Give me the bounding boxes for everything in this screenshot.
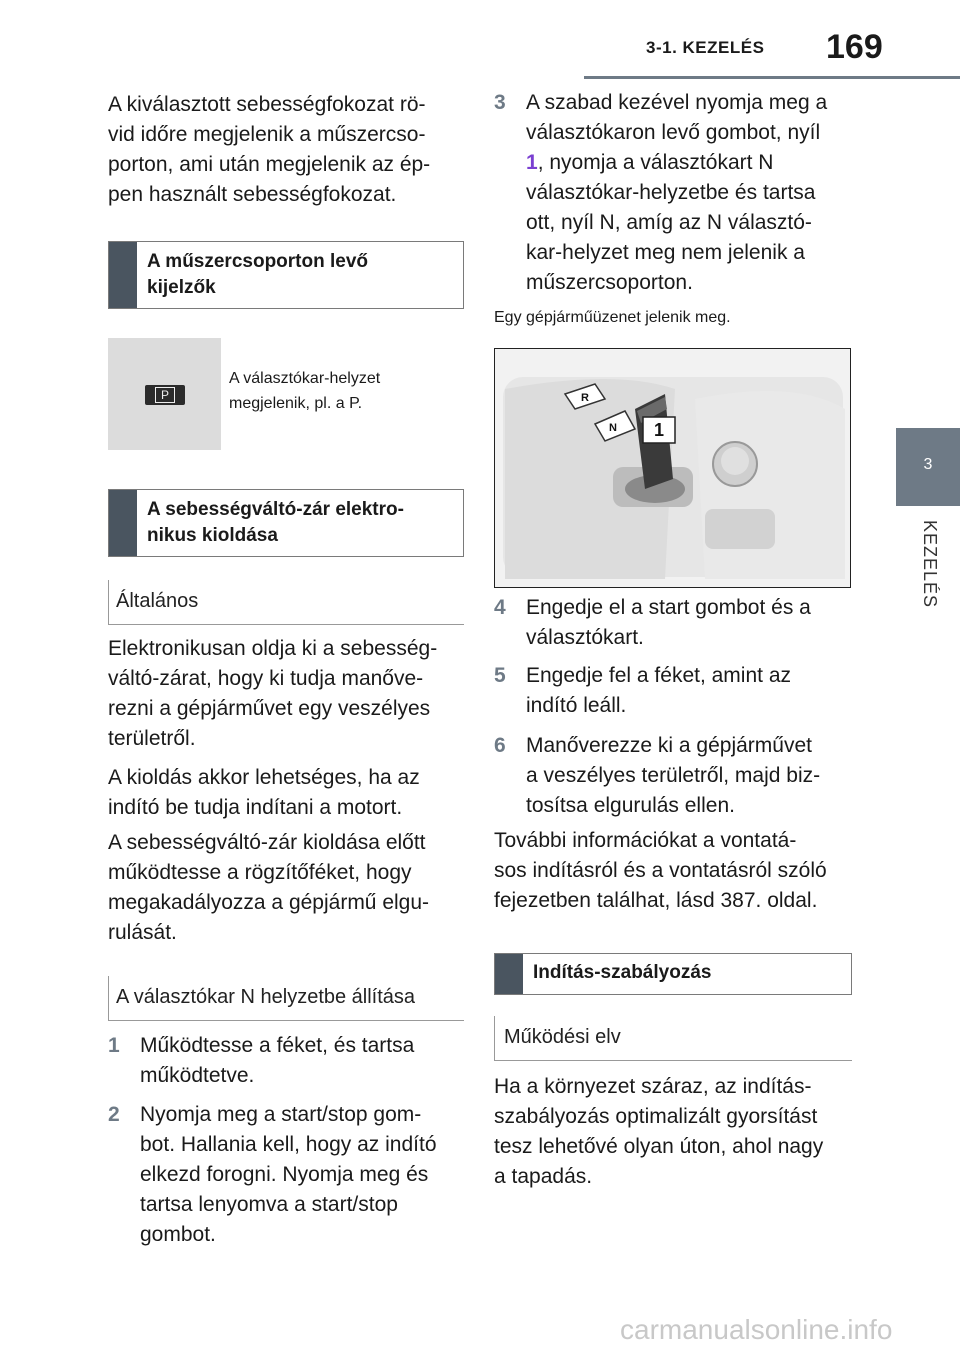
step-2: 2 Nyomja meg a start/stop gom- bot. Hallania kell, hogy az indító elkezd forogni. Nyomja meg és tartsa lenyomva a start/stop gombot. — [108, 1103, 437, 1246]
paragraph-release-purpose: Elektronikusan oldja ki a sebesség- váltó-zárat, hogy ki tudja manőve- rezni a gépjárművet egy veszélyes területről. — [108, 637, 438, 750]
gear-selector-photo — [494, 348, 851, 588]
step-1: 1 Működtesse a féket, és tartsa működtetve. — [108, 1034, 415, 1087]
gear-selector-illustration — [495, 349, 850, 587]
step-4: 4 Engedje el a start gombot és a választókart. — [494, 596, 811, 649]
chapter-tab-label: KEZELÉS — [920, 520, 940, 609]
section-heading-indicators: A műszercsoporton levő kijelzők — [108, 241, 464, 309]
label-n: N — [609, 422, 617, 434]
arrow-reference-1: 1 — [526, 151, 538, 174]
subheading-neutral: A választókar N helyzetbe állítása — [108, 976, 464, 1021]
indicator-image — [108, 338, 221, 450]
paragraph-launch-control: Ha a környezet száraz, az indítás- szabályozás optimalizált gyorsítást tesz lehetővé olyan úton, ahol nagy a tapadás. — [494, 1075, 824, 1188]
paragraph-more-info: További információkat a vontatá- sos indításról és a vontatásról szóló fejezetben találhat, lásd 387. oldal. — [494, 829, 827, 912]
step-6: 6 Manőverezze ki a gépjárművet a veszélyes területről, majd biz- tosítsa elgurulás ellen. — [494, 734, 821, 817]
section-heading-gear-lock-release: A sebességváltó-zár elektro- nikus kioldása — [108, 489, 464, 557]
indicator-caption: A választókar-helyzet megjelenik, pl. a P. — [229, 370, 381, 412]
callout-1: 1 — [654, 420, 665, 440]
step-5: 5 Engedje fel a féket, amint az indító leáll. — [494, 664, 791, 717]
intro-paragraph: A kiválasztott sebességfokozat rö- vid időre megjelenik a műszercso- porton, ami után megjelenik az ép- pen használt sebességfokozat. — [108, 93, 431, 206]
paragraph-release-condition: A kioldás akkor lehetséges, ha az indító be tudja indítani a motort. — [108, 766, 420, 819]
running-header-section: 3-1. KEZELÉS — [646, 38, 765, 57]
chapter-tab-number: 3 — [923, 456, 933, 473]
paragraph-parking-brake: A sebességváltó-zár kioldása előtt működtesse a rögzítőféket, hogy megakadályozza a gépjármű elgu- rulását. — [108, 831, 430, 944]
subheading-operating-principle: Működési elv — [494, 1016, 852, 1061]
header-rule — [584, 76, 960, 79]
watermark: carmanualsonline.info — [620, 1314, 893, 1345]
vehicle-message-note: Egy gépjárműüzenet jelenik meg. — [494, 309, 731, 326]
step-3: 3 A szabad kezével nyomja meg a választókaron levő gombot, nyíl 1, nyomja a választókart N választókar-helyzetbe és tartsa ott, nyíl N, amíg az N választó- kar-helyzet meg nem jelenik a műszercsoporton. — [494, 91, 828, 294]
label-r: R — [581, 392, 589, 404]
page-number: 169 — [826, 28, 883, 66]
subheading-general: Általános — [108, 580, 464, 625]
section-heading-launch-control: Indítás-szabályozás — [494, 953, 852, 995]
park-indicator-icon: P — [145, 385, 185, 405]
